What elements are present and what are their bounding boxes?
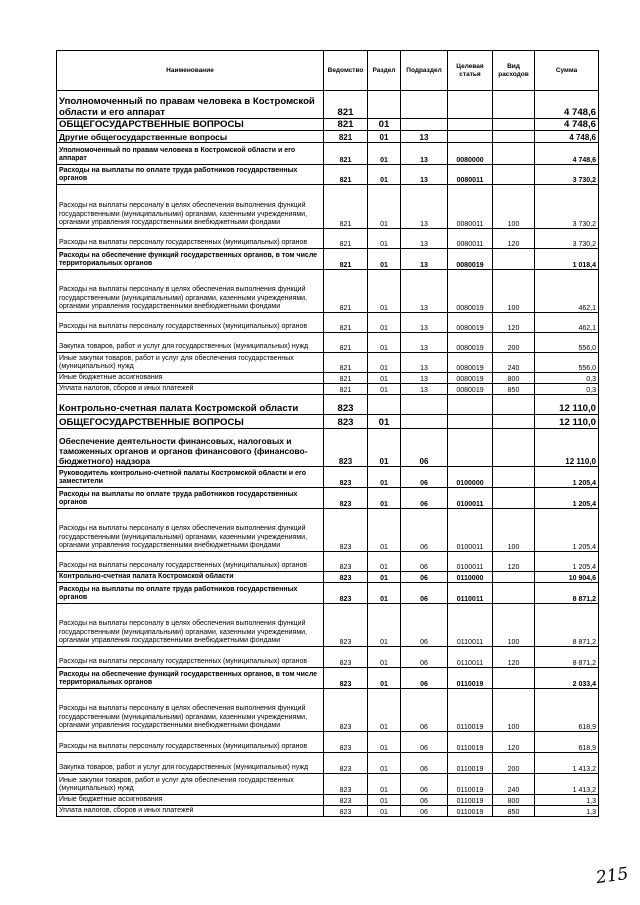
row-sum: 3 730,2 (535, 185, 599, 229)
row-name: Расходы на выплаты по оплате труда работников государственных органов (57, 583, 324, 604)
row-target: 0080019 (448, 353, 493, 373)
row-target (448, 131, 493, 143)
row-subsection: 06 (401, 604, 448, 647)
row-subsection: 13 (401, 373, 448, 384)
row-sum: 462,1 (535, 270, 599, 313)
row-exp-type: 120 (493, 647, 535, 668)
row-name: Контрольно-счетная палата Костромской области (57, 395, 324, 415)
row-target: 0110011 (448, 647, 493, 668)
table-row (57, 668, 599, 689)
row-section: 01 (368, 313, 401, 333)
table-row (57, 373, 599, 384)
row-subsection: 13 (401, 229, 448, 249)
row-section: 01 (368, 552, 401, 572)
table-row (57, 165, 599, 185)
row-subsection: 06 (401, 488, 448, 509)
row-dept: 823 (324, 806, 368, 817)
row-name: Иные закупки товаров, работ и услуг для обеспечения государственных (муниципальных) нужд (57, 774, 324, 795)
table-row (57, 415, 599, 429)
row-sum: 4 748,6 (535, 119, 599, 131)
row-sum: 1,3 (535, 806, 599, 817)
row-name: Расходы на выплаты персоналу в целях обеспечения выполнения функций государственными (муниципальными) органами, казенными учреждениями, органами управления государственными внебюджетными фондами (57, 185, 324, 229)
row-target: 0080011 (448, 165, 493, 185)
row-sum: 1 205,4 (535, 488, 599, 509)
row-sum: 618,9 (535, 732, 599, 753)
row-section: 01 (368, 229, 401, 249)
table-row (57, 488, 599, 509)
row-name: Иные бюджетные ассигнования (57, 795, 324, 806)
header-name: Наименование (57, 51, 324, 91)
row-target: 0100011 (448, 552, 493, 572)
row-target: 0110019 (448, 795, 493, 806)
row-exp-type: 100 (493, 185, 535, 229)
row-sum: 1,3 (535, 795, 599, 806)
row-exp-type (493, 119, 535, 131)
row-sum: 2 033,4 (535, 668, 599, 689)
row-target: 0110000 (448, 572, 493, 583)
row-section: 01 (368, 185, 401, 229)
row-dept: 823 (324, 552, 368, 572)
row-dept: 823 (324, 395, 368, 415)
row-target: 0080019 (448, 270, 493, 313)
row-subsection: 06 (401, 795, 448, 806)
row-name: Расходы на выплаты персоналу в целях обеспечения выполнения функций государственными (муниципальными) органами, казенными учреждениями, органами управления государственными внебюджетными фондами (57, 689, 324, 732)
row-section: 01 (368, 488, 401, 509)
row-dept: 821 (324, 313, 368, 333)
row-sum: 4 748,6 (535, 91, 599, 119)
row-dept: 823 (324, 647, 368, 668)
table-row (57, 249, 599, 270)
row-subsection: 06 (401, 806, 448, 817)
row-sum: 12 110,0 (535, 429, 599, 467)
table-row (57, 774, 599, 795)
table-row (57, 333, 599, 353)
table-row (57, 395, 599, 415)
row-exp-type (493, 572, 535, 583)
row-sum: 3 730,2 (535, 229, 599, 249)
row-target (448, 395, 493, 415)
row-name: ОБЩЕГОСУДАРСТВЕННЫЕ ВОПРОСЫ (57, 119, 324, 131)
header-subsection: Подраздел (401, 51, 448, 91)
row-dept: 821 (324, 270, 368, 313)
row-sum: 1 205,4 (535, 467, 599, 488)
row-sum: 8 871,2 (535, 604, 599, 647)
row-name: Контрольно-счетная палата Костромской области (57, 572, 324, 583)
table-row (57, 509, 599, 552)
row-name: Расходы на выплаты персоналу в целях обеспечения выполнения функций государственными (муниципальными) органами, казенными учреждениями, органами управления государственными внебюджетными фондами (57, 509, 324, 552)
row-subsection (401, 415, 448, 429)
row-section: 01 (368, 429, 401, 467)
row-subsection: 13 (401, 185, 448, 229)
table-header (57, 51, 599, 91)
row-sum: 4 748,6 (535, 143, 599, 165)
row-dept: 823 (324, 509, 368, 552)
row-exp-type: 100 (493, 604, 535, 647)
row-subsection: 06 (401, 429, 448, 467)
row-section: 01 (368, 353, 401, 373)
row-dept: 821 (324, 384, 368, 395)
row-name: Расходы на выплаты по оплате труда работников государственных органов (57, 488, 324, 509)
row-subsection: 06 (401, 774, 448, 795)
row-target: 0100011 (448, 488, 493, 509)
row-name: Уполномоченный по правам человека в Костромской области и его аппарат (57, 143, 324, 165)
row-sum: 10 904,6 (535, 572, 599, 583)
row-section: 01 (368, 373, 401, 384)
row-name: Расходы на выплаты персоналу государственных (муниципальных) органов (57, 552, 324, 572)
row-name: Руководитель контрольно-счетной палаты Костромской области и его заместители (57, 467, 324, 488)
table-row (57, 583, 599, 604)
row-dept: 823 (324, 572, 368, 583)
row-name: Закупка товаров, работ и услуг для государственных (муниципальных) нужд (57, 333, 324, 353)
row-exp-type: 100 (493, 270, 535, 313)
table-body (57, 91, 599, 817)
row-sum: 462,1 (535, 313, 599, 333)
row-dept: 823 (324, 415, 368, 429)
row-target (448, 119, 493, 131)
row-section: 01 (368, 509, 401, 552)
row-target (448, 415, 493, 429)
row-name: Расходы на выплаты по оплате труда работников государственных органов (57, 165, 324, 185)
row-name: Расходы на выплаты персоналу государственных (муниципальных) органов (57, 313, 324, 333)
row-dept: 823 (324, 732, 368, 753)
row-exp-type (493, 415, 535, 429)
row-dept: 821 (324, 119, 368, 131)
row-target: 0080011 (448, 229, 493, 249)
row-dept: 823 (324, 689, 368, 732)
row-target: 0110019 (448, 806, 493, 817)
row-sum: 8 871,2 (535, 583, 599, 604)
table-row (57, 572, 599, 583)
row-target: 0080000 (448, 143, 493, 165)
table-row (57, 753, 599, 774)
row-name: Расходы на выплаты персоналу государственных (муниципальных) органов (57, 732, 324, 753)
row-sum: 556,0 (535, 353, 599, 373)
row-dept: 823 (324, 467, 368, 488)
row-dept: 821 (324, 353, 368, 373)
row-sum: 1 413,2 (535, 774, 599, 795)
table-row (57, 732, 599, 753)
row-section (368, 91, 401, 119)
row-exp-type: 240 (493, 353, 535, 373)
table-row (57, 795, 599, 806)
row-target: 0110011 (448, 604, 493, 647)
row-dept: 823 (324, 583, 368, 604)
row-subsection: 06 (401, 732, 448, 753)
row-section: 01 (368, 732, 401, 753)
row-exp-type: 120 (493, 732, 535, 753)
row-target: 0100011 (448, 509, 493, 552)
row-subsection: 06 (401, 647, 448, 668)
row-subsection (401, 91, 448, 119)
row-target: 0110019 (448, 689, 493, 732)
table-row (57, 384, 599, 395)
row-sum: 4 748,6 (535, 131, 599, 143)
row-subsection: 13 (401, 249, 448, 270)
row-target: 0080011 (448, 185, 493, 229)
row-sum: 8 871,2 (535, 647, 599, 668)
row-subsection: 06 (401, 753, 448, 774)
row-sum: 3 730,2 (535, 165, 599, 185)
row-section: 01 (368, 753, 401, 774)
row-target: 0100000 (448, 467, 493, 488)
row-exp-type (493, 143, 535, 165)
row-section: 01 (368, 806, 401, 817)
table-row (57, 429, 599, 467)
row-section: 01 (368, 647, 401, 668)
table-row (57, 604, 599, 647)
row-name: Расходы на выплаты персоналу в целях обеспечения выполнения функций государственными (муниципальными) органами, казенными учреждениями, органами управления государственными внебюджетными фондами (57, 270, 324, 313)
row-exp-type: 850 (493, 806, 535, 817)
row-section (368, 395, 401, 415)
row-dept: 823 (324, 429, 368, 467)
row-target: 0110019 (448, 668, 493, 689)
row-subsection: 06 (401, 668, 448, 689)
row-dept: 821 (324, 165, 368, 185)
row-exp-type: 200 (493, 333, 535, 353)
row-sum: 12 110,0 (535, 395, 599, 415)
row-exp-type (493, 91, 535, 119)
row-subsection: 06 (401, 467, 448, 488)
row-name: Расходы на выплаты персоналу в целях обеспечения выполнения функций государственными (муниципальными) органами, казенными учреждениями, органами управления государственными внебюджетными фондами (57, 604, 324, 647)
row-dept: 823 (324, 668, 368, 689)
row-sum: 0,3 (535, 373, 599, 384)
row-subsection: 13 (401, 131, 448, 143)
row-dept: 821 (324, 249, 368, 270)
row-sum: 1 413,2 (535, 753, 599, 774)
row-target: 0080019 (448, 384, 493, 395)
row-sum: 618,9 (535, 689, 599, 732)
row-dept: 821 (324, 143, 368, 165)
row-section: 01 (368, 795, 401, 806)
row-section: 01 (368, 572, 401, 583)
row-subsection (401, 395, 448, 415)
row-sum: 12 110,0 (535, 415, 599, 429)
row-sum: 0,3 (535, 384, 599, 395)
row-dept: 823 (324, 488, 368, 509)
row-subsection: 06 (401, 572, 448, 583)
row-section: 01 (368, 668, 401, 689)
row-section: 01 (368, 583, 401, 604)
row-section: 01 (368, 165, 401, 185)
row-dept: 823 (324, 753, 368, 774)
row-sum: 1 205,4 (535, 509, 599, 552)
row-section: 01 (368, 333, 401, 353)
row-target: 0080019 (448, 333, 493, 353)
row-subsection: 13 (401, 313, 448, 333)
row-exp-type (493, 583, 535, 604)
row-exp-type: 100 (493, 689, 535, 732)
row-name: Уплата налогов, сборов и иных платежей (57, 806, 324, 817)
row-subsection: 13 (401, 333, 448, 353)
row-name: Уплата налогов, сборов и иных платежей (57, 384, 324, 395)
row-name: Расходы на выплаты персоналу государственных (муниципальных) органов (57, 647, 324, 668)
row-subsection: 06 (401, 583, 448, 604)
table-row (57, 270, 599, 313)
row-section: 01 (368, 774, 401, 795)
row-section: 01 (368, 467, 401, 488)
row-subsection: 06 (401, 509, 448, 552)
table-row (57, 689, 599, 732)
row-dept: 823 (324, 795, 368, 806)
header-sum: Сумма (535, 51, 599, 91)
row-name: Расходы на обеспечение функций государственных органов, в том числе территориальных органов (57, 668, 324, 689)
header-target: Целевая статья (448, 51, 493, 91)
row-section: 01 (368, 143, 401, 165)
table-row (57, 185, 599, 229)
row-exp-type (493, 467, 535, 488)
row-name: Обеспечение деятельности финансовых, налоговых и таможенных органов и органов финансового (финансово-бюджетного) надзора (57, 429, 324, 467)
row-exp-type: 120 (493, 552, 535, 572)
row-subsection: 13 (401, 353, 448, 373)
row-dept: 821 (324, 373, 368, 384)
row-section: 01 (368, 384, 401, 395)
row-exp-type: 120 (493, 313, 535, 333)
table-row (57, 119, 599, 131)
row-exp-type: 850 (493, 384, 535, 395)
row-section: 01 (368, 131, 401, 143)
row-section: 01 (368, 249, 401, 270)
row-subsection: 06 (401, 552, 448, 572)
row-section: 01 (368, 119, 401, 131)
row-section: 01 (368, 415, 401, 429)
table-row (57, 647, 599, 668)
row-exp-type (493, 165, 535, 185)
row-target (448, 91, 493, 119)
row-target: 0110019 (448, 774, 493, 795)
table-row (57, 806, 599, 817)
row-target: 0110019 (448, 732, 493, 753)
row-exp-type: 100 (493, 509, 535, 552)
row-name: ОБЩЕГОСУДАРСТВЕННЫЕ ВОПРОСЫ (57, 415, 324, 429)
table-row (57, 552, 599, 572)
table-row (57, 467, 599, 488)
row-target: 0080019 (448, 249, 493, 270)
row-subsection: 06 (401, 689, 448, 732)
row-exp-type (493, 395, 535, 415)
row-exp-type (493, 249, 535, 270)
row-exp-type (493, 668, 535, 689)
row-name: Иные закупки товаров, работ и услуг для обеспечения государственных (муниципальных) нужд (57, 353, 324, 373)
budget-table (56, 50, 599, 817)
row-exp-type: 800 (493, 373, 535, 384)
row-exp-type: 240 (493, 774, 535, 795)
row-exp-type: 800 (493, 795, 535, 806)
signature: 215 (594, 863, 630, 889)
row-dept: 821 (324, 185, 368, 229)
row-subsection: 13 (401, 143, 448, 165)
row-target (448, 429, 493, 467)
row-section: 01 (368, 270, 401, 313)
row-name: Закупка товаров, работ и услуг для государственных (муниципальных) нужд (57, 753, 324, 774)
row-target: 0110011 (448, 583, 493, 604)
row-dept: 821 (324, 333, 368, 353)
row-dept: 823 (324, 604, 368, 647)
row-section: 01 (368, 604, 401, 647)
row-name: Расходы на выплаты персоналу государственных (муниципальных) органов (57, 229, 324, 249)
table-row (57, 143, 599, 165)
row-dept: 823 (324, 774, 368, 795)
row-name: Другие общегосударственные вопросы (57, 131, 324, 143)
row-name: Расходы на обеспечение функций государственных органов, в том числе территориальных органов (57, 249, 324, 270)
row-subsection: 13 (401, 270, 448, 313)
table-row (57, 91, 599, 119)
row-name: Иные бюджетные ассигнования (57, 373, 324, 384)
row-exp-type (493, 131, 535, 143)
row-target: 0080019 (448, 373, 493, 384)
table-row (57, 131, 599, 143)
table-row (57, 353, 599, 373)
header-dept: Ведомство (324, 51, 368, 91)
row-exp-type (493, 488, 535, 509)
header-section: Раздел (368, 51, 401, 91)
row-subsection: 13 (401, 384, 448, 395)
row-subsection (401, 119, 448, 131)
row-dept: 821 (324, 91, 368, 119)
row-section: 01 (368, 689, 401, 732)
row-sum: 556,0 (535, 333, 599, 353)
row-target: 0110019 (448, 753, 493, 774)
row-subsection: 13 (401, 165, 448, 185)
header-exp-type: Вид расходов (493, 51, 535, 91)
row-target: 0080019 (448, 313, 493, 333)
row-sum: 1 018,4 (535, 249, 599, 270)
row-dept: 821 (324, 131, 368, 143)
table-row (57, 313, 599, 333)
table-row (57, 229, 599, 249)
row-dept: 821 (324, 229, 368, 249)
row-exp-type (493, 429, 535, 467)
row-name: Уполномоченный по правам человека в Костромской области и его аппарат (57, 91, 324, 119)
row-sum: 1 205,4 (535, 552, 599, 572)
row-exp-type: 120 (493, 229, 535, 249)
row-exp-type: 200 (493, 753, 535, 774)
